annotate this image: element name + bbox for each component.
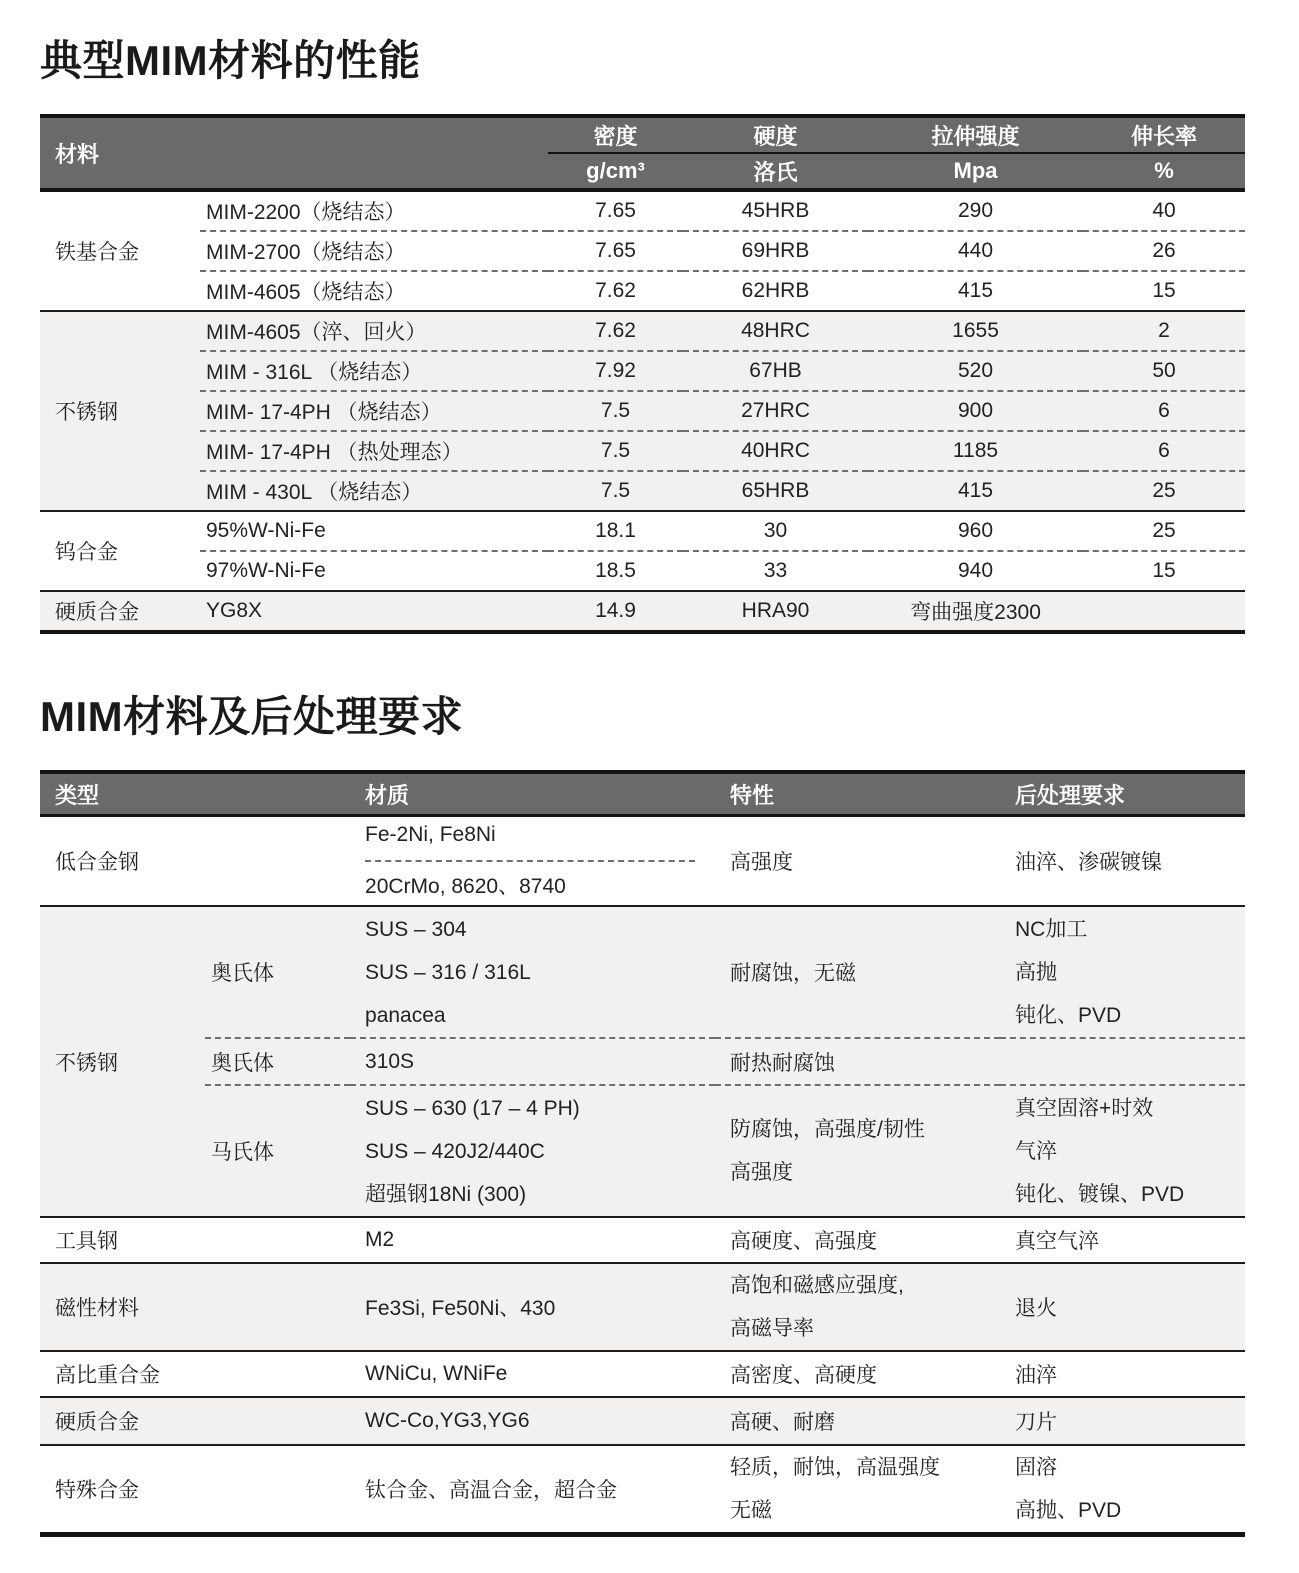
cell-density: 14.9 xyxy=(548,591,683,632)
cell-elongation: 40 xyxy=(1152,199,1176,222)
table-row xyxy=(40,1351,1245,1397)
cell-elongation-empty xyxy=(1083,591,1245,632)
col-header-material: 材料 xyxy=(40,116,548,190)
cell-hardness: 45HRB xyxy=(741,199,810,222)
post-line: 气淬 xyxy=(1015,1139,1058,1163)
cell-material: MIM - 430L （烧结态） xyxy=(200,471,548,511)
cell-hardness: 65HRB xyxy=(683,471,868,511)
cell-materials: M2 xyxy=(350,1217,715,1263)
cell-traits xyxy=(715,1263,1000,1351)
cell-hardness: 40HRC xyxy=(683,431,868,471)
col-unit-tensile: Mpa xyxy=(868,153,1083,190)
mim-properties-table xyxy=(40,114,1245,634)
cell-type: 低合金钢 xyxy=(55,851,139,874)
table-row xyxy=(40,271,1245,311)
cell-density: 7.5 xyxy=(548,391,683,431)
cell-type: 工具钢 xyxy=(40,1217,350,1263)
cell-post: 油淬、渗碳镀镍 xyxy=(1015,851,1163,874)
cell-elongation: 2 xyxy=(1083,311,1245,351)
cell-type: 高比重合金 xyxy=(40,1351,350,1397)
table-row xyxy=(40,591,1245,632)
material-line: 20CrMo, 8620、8740 xyxy=(365,875,566,898)
table-row xyxy=(40,1445,1245,1535)
cell-hardness: 67HB xyxy=(683,351,868,391)
col-unit-hardness: 洛氏 xyxy=(683,153,868,190)
section1-title: 典型MIM材料的性能 xyxy=(40,37,421,84)
material-line: panacea xyxy=(365,1003,446,1027)
table-row xyxy=(40,231,1245,271)
cell-materials xyxy=(350,1085,715,1217)
cell-tensile: 415 xyxy=(868,271,1083,311)
cell-traits: 高强度 xyxy=(730,851,794,874)
cell-tensile: 1185 xyxy=(868,431,1083,471)
cell-density: 18.1 xyxy=(548,511,683,551)
cell-type: 磁性材料 xyxy=(40,1263,350,1351)
post-line: NC加工 xyxy=(1015,917,1088,941)
mim-postprocess-table xyxy=(40,770,1245,1537)
cell-density: 7.5 xyxy=(548,471,683,511)
cell-materials: 钛合金、高温合金，超合金 xyxy=(350,1445,715,1535)
dashed-divider xyxy=(365,860,695,862)
table-row xyxy=(40,311,1245,351)
post-line: 真空固溶+时效 xyxy=(1015,1096,1154,1120)
table-row xyxy=(40,431,1245,471)
section2-title: MIM材料及后处理要求 xyxy=(40,693,464,740)
cell-traits xyxy=(715,1085,1000,1217)
cell-elongation: 25 xyxy=(1083,471,1245,511)
post-line: 高抛 xyxy=(1015,960,1058,984)
group-label: 不锈钢 xyxy=(40,311,200,511)
cell-density: 7.65 xyxy=(548,231,683,271)
cell-density: 7.92 xyxy=(548,351,683,391)
table-row xyxy=(40,816,1245,907)
table-header-row xyxy=(40,772,1245,816)
cell-material: MIM-4605（淬、回火） xyxy=(200,311,548,351)
table-header-row xyxy=(40,116,1245,153)
trait-line: 高饱和磁感应强度, xyxy=(730,1274,904,1297)
table-row xyxy=(40,511,1245,551)
material-line: SUS – 316 / 316L xyxy=(365,960,531,984)
table-row xyxy=(40,391,1245,431)
cell-traits: 高硬度、高强度 xyxy=(715,1217,1000,1263)
cell-elongation: 6 xyxy=(1083,391,1245,431)
cell-elongation: 15 xyxy=(1083,271,1245,311)
material-line: SUS – 630 (17 – 4 PH) xyxy=(365,1096,580,1120)
cell-subtype: 马氏体 xyxy=(205,1085,350,1217)
trait-line: 轻质，耐蚀，高温强度 xyxy=(730,1456,941,1479)
cell-traits: 高密度、高硬度 xyxy=(715,1351,1000,1397)
cell-hardness: HRA90 xyxy=(683,591,868,632)
cell-post: 退火 xyxy=(1000,1263,1245,1351)
cell-density: 7.5 xyxy=(548,431,683,471)
cell-elongation: 26 xyxy=(1083,231,1245,271)
post-line: 钝化、镀镍、PVD xyxy=(1015,1182,1185,1206)
table-row xyxy=(40,906,1245,1038)
cell-materials xyxy=(350,906,715,1038)
trait-line: 高磁导率 xyxy=(730,1317,815,1340)
cell-type: 特殊合金 xyxy=(40,1445,350,1535)
cell-tensile: 弯曲强度2300 xyxy=(868,591,1083,632)
cell-materials: 310S xyxy=(350,1038,715,1085)
col-header-material: 材质 xyxy=(350,772,715,816)
cell-post xyxy=(1000,1445,1245,1535)
cell-hardness: 33 xyxy=(683,551,868,591)
cell-type: 不锈钢 xyxy=(40,906,205,1217)
col-header-hardness: 硬度 xyxy=(683,116,868,153)
material-line: Fe-2Ni, Fe8Ni xyxy=(365,823,496,846)
table-row xyxy=(40,1397,1245,1445)
col-header-type: 类型 xyxy=(40,772,350,816)
col-header-post: 后处理要求 xyxy=(1000,772,1245,816)
cell-tensile: 440 xyxy=(868,231,1083,271)
cell-tensile: 900 xyxy=(868,391,1083,431)
material-line: SUS – 420J2/440C xyxy=(365,1139,545,1163)
table-row xyxy=(40,471,1245,511)
trait-line: 无磁 xyxy=(730,1499,773,1522)
cell-material: MIM-2200（烧结态） xyxy=(206,201,406,224)
cell-traits xyxy=(715,1445,1000,1535)
cell-elongation: 6 xyxy=(1083,431,1245,471)
cell-hardness: 30 xyxy=(683,511,868,551)
cell-tensile: 1655 xyxy=(868,311,1083,351)
group-label: 硬质合金 xyxy=(40,591,200,632)
cell-subtype: 奥氏体 xyxy=(205,906,350,1038)
cell-tensile: 960 xyxy=(868,511,1083,551)
material-line: SUS – 304 xyxy=(365,917,467,941)
col-unit-density: g/cm³ xyxy=(548,153,683,190)
table-row xyxy=(40,190,1245,231)
cell-materials: WNiCu, WNiFe xyxy=(350,1351,715,1397)
cell-post: 真空气淬 xyxy=(1000,1217,1245,1263)
cell-traits: 高硬、耐磨 xyxy=(715,1397,1000,1445)
cell-subtype: 奥氏体 xyxy=(205,1038,350,1085)
cell-post-empty xyxy=(1000,1038,1245,1085)
cell-tensile: 520 xyxy=(868,351,1083,391)
cell-elongation: 15 xyxy=(1083,551,1245,591)
cell-elongation: 25 xyxy=(1083,511,1245,551)
col-header-elongation: 伸长率 xyxy=(1083,116,1245,153)
cell-density: 7.65 xyxy=(595,199,636,222)
cell-density: 7.62 xyxy=(548,311,683,351)
cell-material: 95%W-Ni-Fe xyxy=(200,511,548,551)
col-header-density: 密度 xyxy=(548,116,683,153)
post-line: 钝化、PVD xyxy=(1015,1003,1122,1027)
cell-material: MIM-2700（烧结态） xyxy=(200,231,548,271)
cell-material: MIM - 316L （烧结态） xyxy=(200,351,548,391)
cell-tensile: 940 xyxy=(868,551,1083,591)
group-label: 铁基合金 xyxy=(55,241,139,264)
cell-elongation: 50 xyxy=(1083,351,1245,391)
cell-traits: 耐热耐腐蚀 xyxy=(715,1038,1000,1085)
col-header-tensile: 拉伸强度 xyxy=(868,116,1083,153)
cell-post xyxy=(1000,906,1245,1038)
trait-line: 高强度 xyxy=(730,1161,794,1184)
table-row xyxy=(40,351,1245,391)
table-row xyxy=(40,1038,1245,1085)
cell-post xyxy=(1000,1085,1245,1217)
col-unit-elongation: % xyxy=(1083,153,1245,190)
cell-tensile: 415 xyxy=(868,471,1083,511)
cell-tensile: 290 xyxy=(957,199,994,222)
table-row xyxy=(40,1217,1245,1263)
cell-material: MIM- 17-4PH （热处理态） xyxy=(200,431,548,471)
cell-density: 7.62 xyxy=(548,271,683,311)
cell-post: 油淬 xyxy=(1000,1351,1245,1397)
cell-traits: 耐腐蚀，无磁 xyxy=(715,906,1000,1038)
table-row xyxy=(40,551,1245,591)
cell-materials: Fe3Si, Fe50Ni、430 xyxy=(350,1263,715,1351)
cell-materials: WC-Co,YG3,YG6 xyxy=(350,1397,715,1445)
cell-type: 硬质合金 xyxy=(40,1397,350,1445)
cell-material: YG8X xyxy=(200,591,548,632)
cell-hardness: 69HRB xyxy=(683,231,868,271)
table-row xyxy=(40,1085,1245,1217)
cell-hardness: 27HRC xyxy=(683,391,868,431)
post-line: 高抛、PVD xyxy=(1015,1499,1122,1522)
cell-material: 97%W-Ni-Fe xyxy=(200,551,548,591)
cell-density: 18.5 xyxy=(548,551,683,591)
cell-material: MIM- 17-4PH （烧结态） xyxy=(200,391,548,431)
cell-material: MIM-4605（烧结态） xyxy=(200,271,548,311)
trait-line: 防腐蚀，高强度/韧性 xyxy=(730,1118,925,1141)
cell-hardness: 48HRC xyxy=(683,311,868,351)
cell-hardness: 62HRB xyxy=(683,271,868,311)
cell-post: 刀片 xyxy=(1000,1397,1245,1445)
material-line: 超强钢18Ni (300) xyxy=(365,1182,527,1206)
table-row xyxy=(40,1263,1245,1351)
col-header-traits: 特性 xyxy=(715,772,1000,816)
post-line: 固溶 xyxy=(1015,1456,1058,1479)
group-label: 钨合金 xyxy=(40,511,200,591)
cell-materials xyxy=(350,816,715,907)
